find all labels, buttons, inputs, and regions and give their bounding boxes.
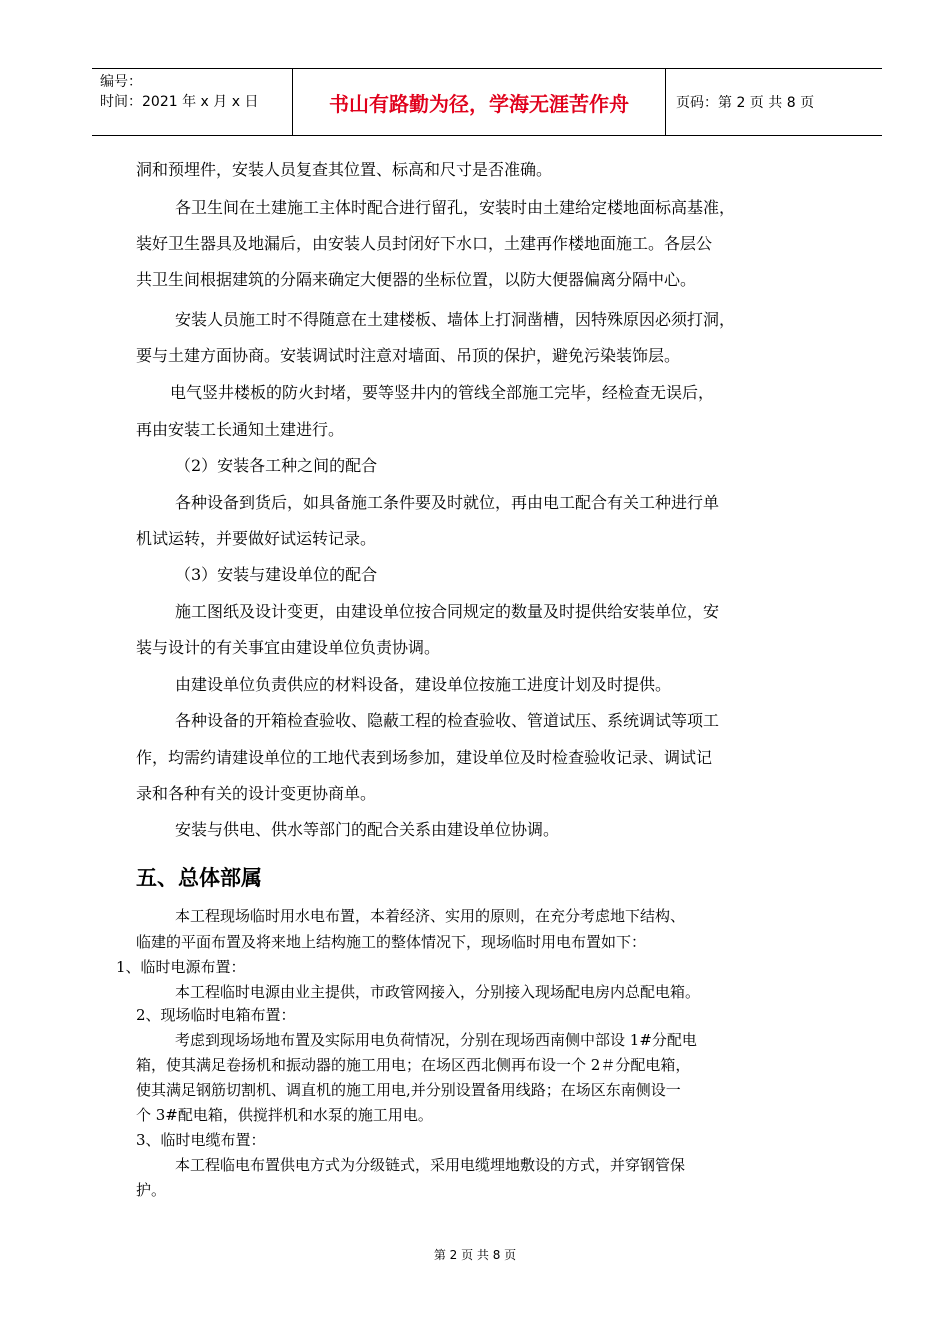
body-line: 要与土建方面协商。安装调试时注意对墙面、吊顶的保护，避免污染装饰层。 [136,346,681,365]
body-line: 电气竖井楼板的防火封堵，要等竖井内的管线全部施工完毕，经检查无误后， [170,383,715,402]
section-line: 个 3#配电箱，供搅拌机和水泵的施工用电。 [136,1106,433,1124]
body-line: 装与设计的有关事宜由建设单位负责协调。 [136,638,441,657]
body-line: 再由安装工长通知土建进行。 [136,420,345,439]
body-line: 机试运转，并要做好试运转记录。 [136,529,377,548]
section-line: 考虑到现场场地布置及实际用电负荷情况，分别在现场西南侧中部设 1#分配电 [175,1031,697,1049]
section-line: 护。 [136,1181,167,1199]
body-line: 装好卫生器具及地漏后，由安装人员封闭好下水口，土建再作楼地面施工。各层公 [136,234,713,253]
time-label: 时间：2021 年 x 月 x 日 [100,94,259,110]
body-line: 洞和预埋件，安装人员复查其位置、标高和尺寸是否准确。 [136,160,553,179]
subheading: （3）安装与建设单位的配合 [175,565,378,584]
section-item-heading: 2、现场临时电箱布置： [136,1006,296,1024]
section-heading: 五、总体部属 [136,866,262,890]
body-line: 由建设单位负责供应的材料设备，建设单位按施工进度计划及时提供。 [175,675,672,694]
section-line: 临建的平面布置及将来地上结构施工的整体情况下，现场临时用电布置如下： [136,933,647,951]
header-meta [92,69,293,135]
body-line: 作，均需约请建设单位的工地代表到场参加，建设单位及时检查验收记录、调试记 [136,748,713,767]
body-line: 安装人员施工时不得随意在土建楼板、墙体上打洞凿槽，因特殊原因必须打洞， [175,310,736,329]
section-line: 本工程现场临时用水电布置，本着经济、实用的原则，在充分考虑地下结构、 [175,907,686,925]
section-line: 箱，使其满足卷扬机和振动器的施工用电；在场区西北侧再布设一个 2＃分配电箱， [136,1056,691,1074]
section-item-heading: 3、临时电缆布置： [136,1131,266,1149]
header-motto: 书山有路勤为径，学海无涯苦作舟 [293,69,666,135]
body-line: 各种设备的开箱检查验收、隐蔽工程的检查验收、管道试压、系统调试等项工 [175,711,720,730]
body-line: 施工图纸及设计变更，由建设单位按合同规定的数量及时提供给安装单位，安 [175,602,720,621]
body-line: 录和各种有关的设计变更协商单。 [136,784,377,803]
section-line: 本工程临电布置供电方式为分级链式，采用电缆埋地敷设的方式，并穿钢管保 [175,1156,686,1174]
number-label: 编号： [100,74,142,90]
page-footer: 第 2 页 共 8 页 [433,1248,517,1262]
page-header [92,68,882,136]
body-line: 共卫生间根据建筑的分隔来确定大便器的坐标位置，以防大便器偏离分隔中心。 [136,270,697,289]
section-line: 本工程临时电源由业主提供，市政管网接入，分别接入现场配电房内总配电箱。 [175,983,701,1001]
header-page-info: 页码：第 2 页 共 8 页 [676,95,815,111]
section-line: 使其满足钢筋切割机、调直机的施工用电,并分别设置备用线路；在场区东南侧设一 [136,1081,681,1099]
body-line: 安装与供电、供水等部门的配合关系由建设单位协调。 [175,820,560,839]
subheading: （2）安装各工种之间的配合 [175,456,378,475]
body-line: 各卫生间在土建施工主体时配合进行留孔，安装时由土建给定楼地面标高基准， [175,198,736,217]
section-item-heading: 1、临时电源布置： [116,958,246,976]
body-line: 各种设备到货后，如具备施工条件要及时就位，再由电工配合有关工种进行单 [175,493,720,512]
